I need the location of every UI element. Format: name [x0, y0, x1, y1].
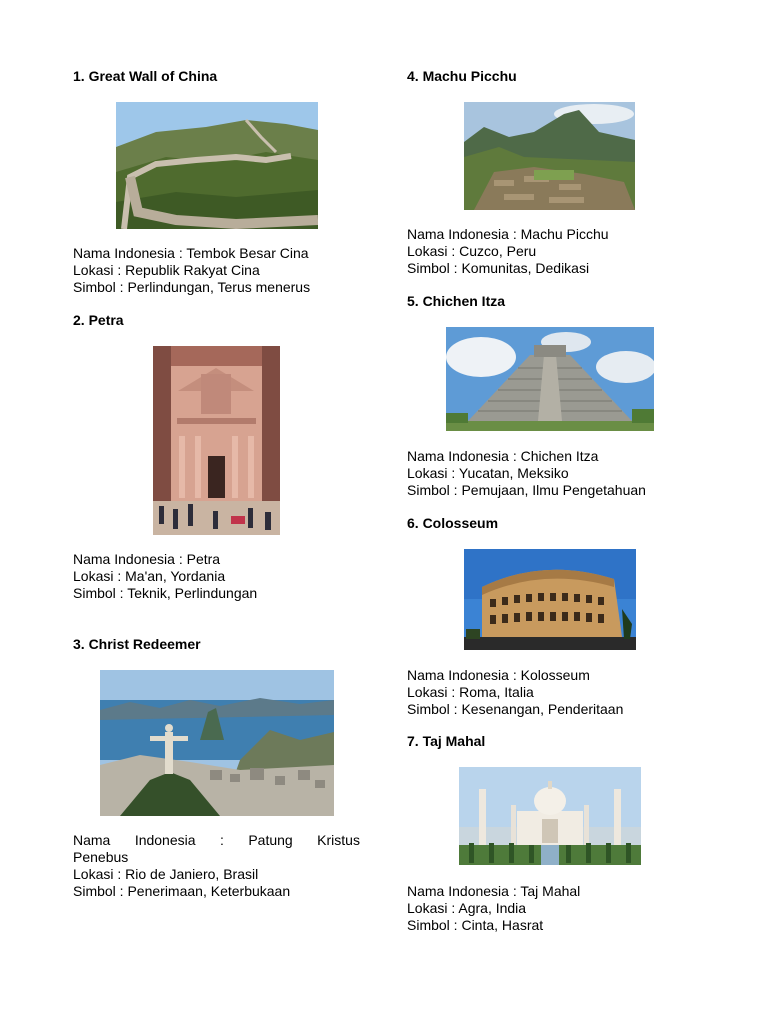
nama-indonesia: Nama Indonesia : Tembok Besar Cina: [73, 245, 309, 261]
chichen-itza-photo: [446, 327, 654, 431]
lokasi: Lokasi : Yucatan, Meksiko: [407, 465, 569, 481]
christ-redeemer-photo: [100, 670, 334, 816]
nama-indonesia: Nama Indonesia : Petra: [73, 551, 221, 567]
lokasi: Lokasi : Republik Rakyat Cina: [73, 262, 260, 278]
simbol: Simbol : Cinta, Hasrat: [407, 917, 544, 933]
nama-indonesia-continued: Penebus: [73, 849, 129, 865]
info-petra: [73, 551, 257, 602]
petra-photo: [153, 346, 280, 535]
machu-picchu-photo: [464, 102, 635, 210]
simbol: Simbol : Penerimaan, Keterbukaan: [73, 883, 291, 899]
simbol: Simbol : Komunitas, Dedikasi: [407, 260, 590, 276]
simbol: Simbol : Kesenangan, Penderitaan: [407, 701, 624, 717]
colosseum-photo: [464, 549, 636, 650]
heading-taj-mahal: 7. Taj Mahal: [407, 733, 486, 749]
lokasi: Lokasi : Agra, India: [407, 900, 527, 916]
info-christ-redeemer: [73, 832, 360, 900]
lokasi: Lokasi : Roma, Italia: [407, 684, 534, 700]
heading-petra: 2. Petra: [73, 312, 124, 328]
lokasi: Lokasi : Ma'an, Yordania: [73, 568, 226, 584]
simbol: Simbol : Teknik, Perlindungan: [73, 585, 258, 601]
lokasi: Lokasi : Rio de Janiero, Brasil: [73, 866, 259, 882]
taj-mahal-photo: [459, 767, 641, 865]
simbol: Simbol : Perlindungan, Terus menerus: [73, 279, 311, 295]
heading-machu-picchu: 4. Machu Picchu: [407, 68, 517, 84]
heading-colosseum: 6. Colosseum: [407, 515, 499, 531]
heading-christ-redeemer: 3. Christ Redeemer: [73, 636, 201, 652]
nama-indonesia: Nama Indonesia : Chichen Itza: [407, 448, 599, 464]
info-colosseum: [407, 667, 623, 718]
nama-indonesia: Nama Indonesia : Kolosseum: [407, 667, 590, 683]
great-wall-photo: [116, 102, 318, 229]
heading-chichen-itza: 5. Chichen Itza: [407, 293, 506, 309]
info-taj-mahal: [407, 883, 580, 934]
info-machu-picchu: [407, 226, 609, 277]
heading-great-wall: 1. Great Wall of China: [73, 68, 218, 84]
info-great-wall: [73, 245, 310, 296]
nama-indonesia: Nama Indonesia : Machu Picchu: [407, 226, 609, 242]
lokasi: Lokasi : Cuzco, Peru: [407, 243, 537, 259]
simbol: Simbol : Pemujaan, Ilmu Pengetahuan: [407, 482, 646, 498]
nama-indonesia: Nama Indonesia : Taj Mahal: [407, 883, 581, 899]
info-chichen-itza: [407, 448, 646, 499]
nama-indonesia: Nama Indonesia : Patung Kristus: [73, 832, 360, 848]
